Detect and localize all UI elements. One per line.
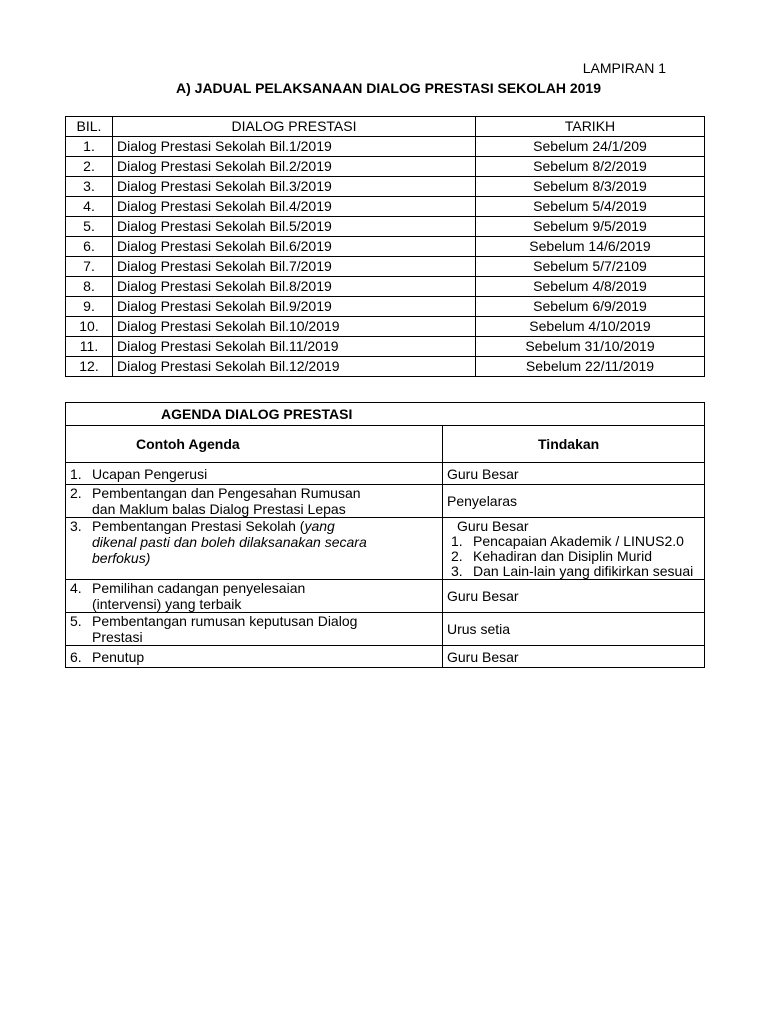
row-bil: 8. [66, 277, 113, 297]
agenda-item-text: Pemilihan cadangan penyelesaian (intervensi) yang terbaik [92, 580, 306, 612]
row-bil: 1. [66, 137, 113, 157]
agenda-tindakan: Urus setia [443, 613, 705, 646]
agenda-item [66, 646, 443, 668]
row-dialog: Dialog Prestasi Sekolah Bil.5/2019 [113, 217, 476, 237]
row-dialog: Dialog Prestasi Sekolah Bil.2/2019 [113, 157, 476, 177]
row-bil: 5. [66, 217, 113, 237]
agenda-item-number: 6. [70, 648, 82, 665]
row-tarikh: Sebelum 24/1/209 [476, 137, 705, 157]
row-dialog: Dialog Prestasi Sekolah Bil.10/2019 [113, 317, 476, 337]
agenda-row [66, 646, 705, 668]
agenda-subitem [451, 534, 700, 549]
column-header-dialog: DIALOG PRESTASI [113, 117, 476, 137]
row-bil: 10. [66, 317, 113, 337]
agenda-subitem-number: 1. [451, 533, 463, 549]
agenda-tindakan: Guru Besar [443, 646, 705, 668]
agenda-item-text: Pembentangan Prestasi Sekolah ( [92, 518, 305, 534]
schedule-row [66, 277, 705, 297]
agenda-subitem-text: Pencapaian Akademik / LINUS2.0 [473, 533, 684, 549]
agenda-tindakan-cell [443, 518, 705, 580]
schedule-row [66, 157, 705, 177]
column-header-tarikh: TARIKH [476, 117, 705, 137]
schedule-table [65, 116, 705, 377]
row-dialog: Dialog Prestasi Sekolah Bil.4/2019 [113, 197, 476, 217]
row-tarikh: Sebelum 14/6/2019 [476, 237, 705, 257]
row-bil: 11. [66, 337, 113, 357]
row-bil: 6. [66, 237, 113, 257]
agenda-tindakan: Guru Besar [443, 580, 705, 613]
schedule-header-row [66, 117, 705, 137]
agenda-header-row [66, 426, 705, 463]
agenda-row [66, 463, 705, 485]
agenda-table [65, 402, 705, 668]
row-tarikh: Sebelum 5/7/2109 [476, 257, 705, 277]
row-tarikh: Sebelum 9/5/2019 [476, 217, 705, 237]
agenda-item-number: 3. [70, 518, 82, 534]
row-tarikh: Sebelum 4/8/2019 [476, 277, 705, 297]
schedule-row [66, 297, 705, 317]
agenda-row [66, 485, 705, 518]
row-dialog: Dialog Prestasi Sekolah Bil.6/2019 [113, 237, 476, 257]
schedule-row [66, 197, 705, 217]
agenda-row [66, 613, 705, 646]
row-tarikh: Sebelum 8/2/2019 [476, 157, 705, 177]
schedule-row [66, 337, 705, 357]
agenda-item [66, 485, 443, 518]
schedule-row [66, 257, 705, 277]
row-bil: 3. [66, 177, 113, 197]
lampiran-label: LAMPIRAN 1 [582, 60, 666, 76]
agenda-title-row [66, 403, 705, 426]
agenda-item-text-wrap [92, 518, 367, 566]
column-header-agenda: Contoh Agenda [66, 426, 443, 463]
row-bil: 9. [66, 297, 113, 317]
agenda-subitem [451, 549, 700, 564]
row-bil: 7. [66, 257, 113, 277]
row-tarikh: Sebelum 8/3/2019 [476, 177, 705, 197]
row-dialog: Dialog Prestasi Sekolah Bil.7/2019 [113, 257, 476, 277]
agenda-item-text: Pembentangan dan Pengesahan Rumusan dan Maklum balas Dialog Prestasi Lepas [92, 485, 361, 517]
row-dialog: Dialog Prestasi Sekolah Bil.9/2019 [113, 297, 476, 317]
row-tarikh: Sebelum 6/9/2019 [476, 297, 705, 317]
schedule-row [66, 317, 705, 337]
agenda-item-number: 1. [70, 465, 82, 482]
row-dialog: Dialog Prestasi Sekolah Bil.3/2019 [113, 177, 476, 197]
agenda-row [66, 518, 705, 580]
column-header-bil: BIL. [66, 117, 113, 137]
row-tarikh: Sebelum 4/10/2019 [476, 317, 705, 337]
schedule-row [66, 217, 705, 237]
agenda-title: AGENDA DIALOG PRESTASI [66, 403, 705, 426]
schedule-row [66, 357, 705, 377]
row-dialog: Dialog Prestasi Sekolah Bil.11/2019 [113, 337, 476, 357]
agenda-tindakan: Penyelaras [443, 485, 705, 518]
agenda-item-text: Ucapan Pengerusi [92, 465, 208, 482]
agenda-item-number: 5. [70, 613, 82, 629]
agenda-item-text: Penutup [92, 648, 145, 665]
row-dialog: Dialog Prestasi Sekolah Bil.8/2019 [113, 277, 476, 297]
agenda-item-text: Pembentangan rumusan keputusan Dialog Prestasi [92, 613, 358, 645]
agenda-subitem [451, 564, 700, 579]
agenda-tindakan: Guru Besar [443, 463, 705, 485]
schedule-row [66, 177, 705, 197]
page-title: A) JADUAL PELAKSANAAN DIALOG PRESTASI SEKOLAH 2019 [176, 80, 601, 96]
agenda-subitem-number: 2. [451, 548, 463, 564]
agenda-subitem-text: Dan Lain-lain yang difikirkan sesuai [473, 563, 694, 579]
schedule-row [66, 237, 705, 257]
schedule-row [66, 137, 705, 157]
agenda-subitem-text: Kehadiran dan Disiplin Murid [473, 548, 652, 564]
agenda-item [66, 463, 443, 485]
agenda-tindakan: Guru Besar [457, 518, 529, 534]
agenda-item-number: 4. [70, 580, 82, 596]
row-dialog: Dialog Prestasi Sekolah Bil.1/2019 [113, 137, 476, 157]
row-tarikh: Sebelum 22/11/2019 [476, 357, 705, 377]
agenda-item-text-italic: yang dikenal pasti dan boleh dilaksanakan secara berfokus) [92, 518, 367, 566]
agenda-item [66, 580, 443, 613]
row-tarikh: Sebelum 5/4/2019 [476, 197, 705, 217]
row-dialog: Dialog Prestasi Sekolah Bil.12/2019 [113, 357, 476, 377]
agenda-row [66, 580, 705, 613]
row-bil: 12. [66, 357, 113, 377]
row-bil: 2. [66, 157, 113, 177]
column-header-tindakan: Tindakan [443, 426, 705, 463]
agenda-item [66, 613, 443, 646]
agenda-item [66, 518, 443, 580]
agenda-item-number: 2. [70, 485, 82, 501]
agenda-sublist [447, 534, 700, 579]
row-tarikh: Sebelum 31/10/2019 [476, 337, 705, 357]
row-bil: 4. [66, 197, 113, 217]
agenda-subitem-number: 3. [451, 563, 463, 579]
